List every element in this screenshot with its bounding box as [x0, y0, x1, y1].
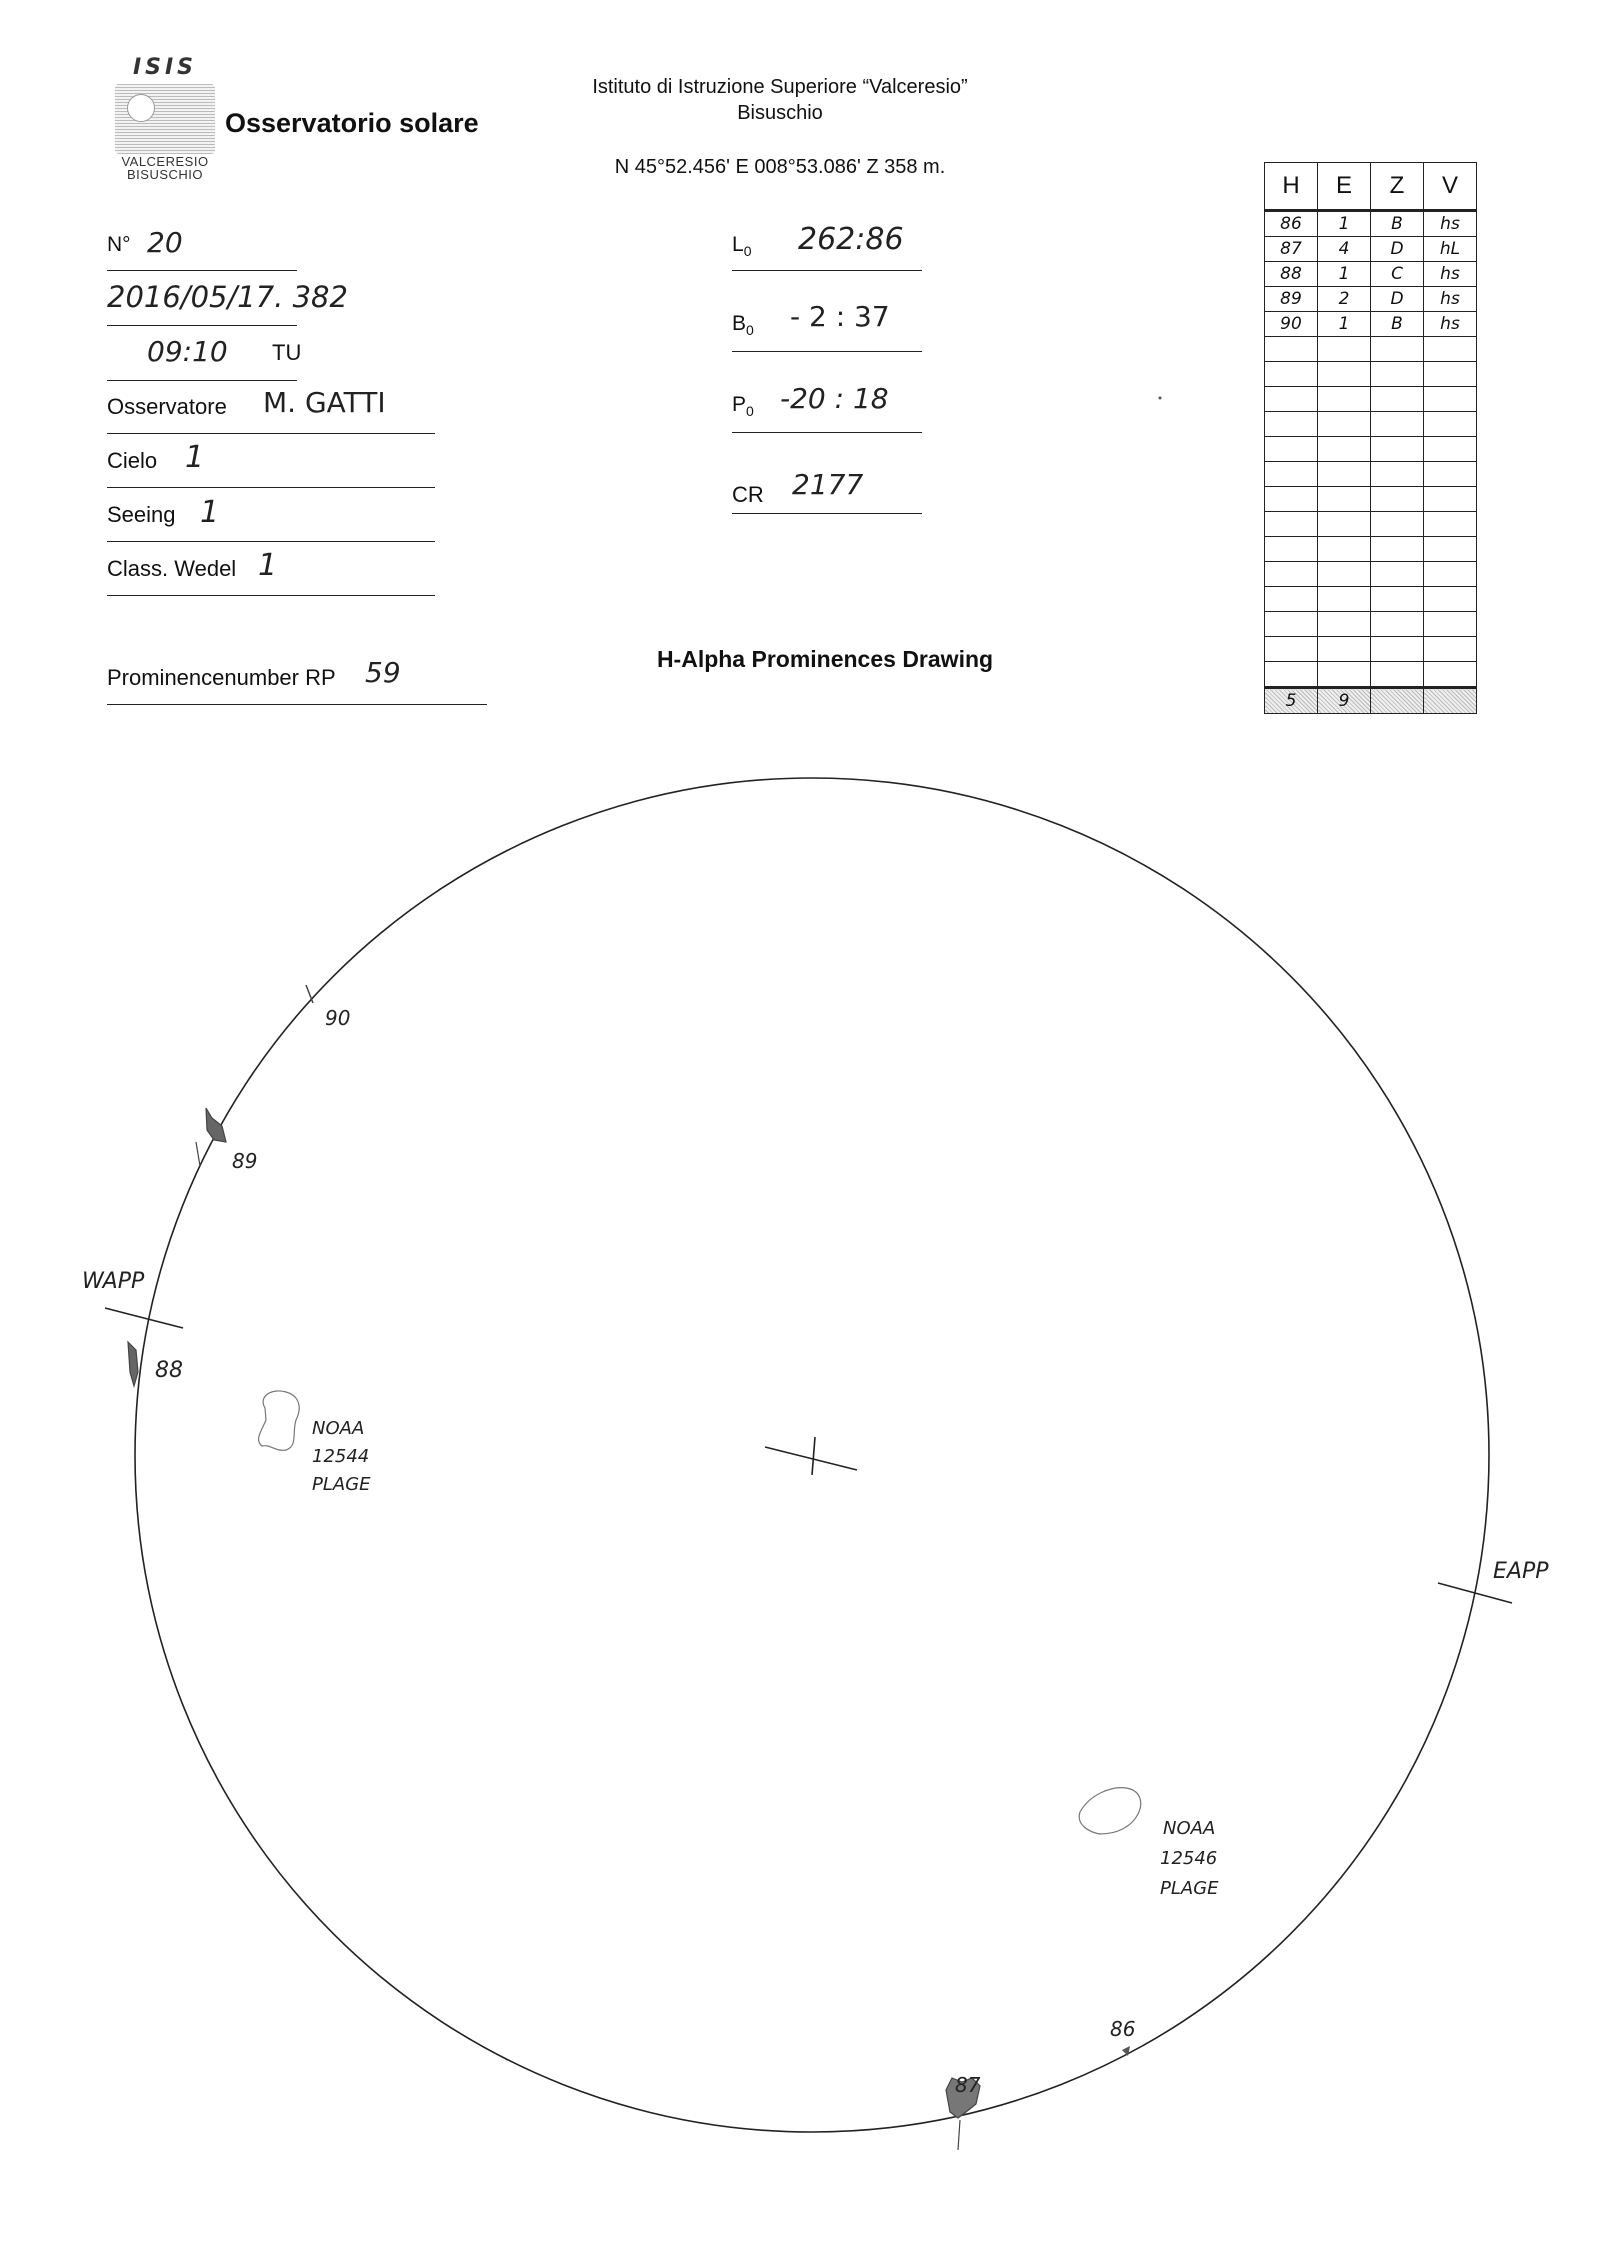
plage-12546-line2: 12546 — [1160, 1848, 1218, 1869]
table-cell: 90 — [1265, 312, 1318, 337]
p0-label: $P_0$ — [732, 393, 754, 420]
observer-label: Osservatore — [107, 394, 227, 419]
table-cell: D — [1371, 237, 1424, 262]
logo-subtitle-2: BISUSCHIO — [126, 167, 203, 182]
prominence-label-87: 87 — [955, 2073, 981, 2097]
date-value: 2016/05/17. 382 — [107, 280, 348, 314]
wedel-label: Class. Wedel — [107, 556, 237, 581]
l0-value: 262:86 — [798, 222, 904, 257]
table-cell: D — [1371, 287, 1424, 312]
institute-town: Bisuschio — [737, 102, 823, 124]
table-cell: B — [1371, 312, 1424, 337]
table-cell: 1 — [1318, 211, 1371, 237]
rp-value: 59 — [365, 656, 401, 689]
east-label: EAPP — [1493, 1559, 1549, 1584]
number-value: 20 — [147, 226, 183, 259]
table-header-e: E — [1318, 163, 1371, 211]
b0-label: $B_0$ — [732, 312, 754, 339]
sky-value: 1 — [185, 440, 205, 475]
table-header-z: Z — [1371, 163, 1424, 211]
table-header-v: V — [1424, 163, 1477, 211]
b0-value: - 2 : 37 — [790, 300, 890, 333]
plage-outline-12546 — [1079, 1788, 1140, 1834]
table-cell: 2 — [1318, 287, 1371, 312]
seeing-label: Seeing — [107, 502, 176, 527]
seeing-value: 1 — [200, 495, 220, 530]
stray-mark — [1159, 397, 1162, 400]
table-cell: 1 — [1318, 262, 1371, 287]
table-cell: hs — [1424, 312, 1477, 337]
table-cell: hs — [1424, 262, 1477, 287]
table-total-cell: 5 — [1265, 688, 1318, 714]
plage-outline-12544 — [259, 1391, 300, 1450]
rp-label: Prominencenumber RP — [107, 665, 336, 690]
table-cell: 1 — [1318, 312, 1371, 337]
table-cell: C — [1371, 262, 1424, 287]
plage-12544-line2: 12544 — [312, 1446, 370, 1467]
observatory-title: Osservatorio solare — [225, 108, 479, 138]
table-header-h: H — [1265, 163, 1318, 211]
plage-12544-line3: PLAGE — [312, 1474, 371, 1495]
plage-12546-line3: PLAGE — [1160, 1878, 1219, 1899]
table-cell: hs — [1424, 287, 1477, 312]
prominence-89 — [196, 1108, 226, 1166]
drawing-title: H-Alpha Prominences Drawing — [656, 646, 994, 672]
cr-label: CR — [732, 482, 764, 507]
plage-12546-line1: NOAA — [1163, 1818, 1216, 1839]
table-cell: 89 — [1265, 287, 1318, 312]
table-total-cell: 9 — [1318, 688, 1371, 714]
table-cell: hs — [1424, 211, 1477, 237]
table-cell: hL — [1424, 237, 1477, 262]
p0-value: -20 : 18 — [780, 382, 889, 415]
l0-label: $L_0$ — [732, 233, 752, 260]
number-label: N° — [107, 233, 131, 256]
sky-label: Cielo — [107, 448, 158, 473]
time-unit: TU — [272, 340, 302, 365]
wedel-value: 1 — [258, 548, 278, 583]
observer-value: M. GATTI — [263, 386, 386, 419]
table-cell: 86 — [1265, 211, 1318, 237]
prominence-label-90: 90 — [325, 1006, 351, 1030]
west-axis-tick — [105, 1308, 183, 1328]
logo-mark: ISIS — [132, 55, 198, 80]
time-value: 09:10 — [147, 335, 228, 368]
site-coordinates: N 45°52.456' E 008°53.086' Z 358 m. — [614, 156, 946, 178]
prominence-88 — [128, 1342, 138, 1386]
table-cell: 88 — [1265, 262, 1318, 287]
prominence-label-88: 88 — [155, 1358, 183, 1383]
institute-name: Istituto di Istruzione Superiore “Valceresio” — [592, 76, 968, 98]
prominence-label-86: 86 — [1110, 2017, 1136, 2041]
table-cell: 4 — [1318, 237, 1371, 262]
table-cell: B — [1371, 211, 1424, 237]
disc-center-cross — [765, 1437, 857, 1475]
prominence-label-89: 89 — [232, 1149, 258, 1173]
plage-12544-line1: NOAA — [312, 1418, 365, 1439]
logo-subtitle-1: VALCERESIO — [121, 154, 209, 169]
west-label: WAPP — [82, 1269, 145, 1294]
table-cell: 87 — [1265, 237, 1318, 262]
east-axis-tick — [1438, 1583, 1512, 1603]
cr-value: 2177 — [792, 468, 864, 501]
